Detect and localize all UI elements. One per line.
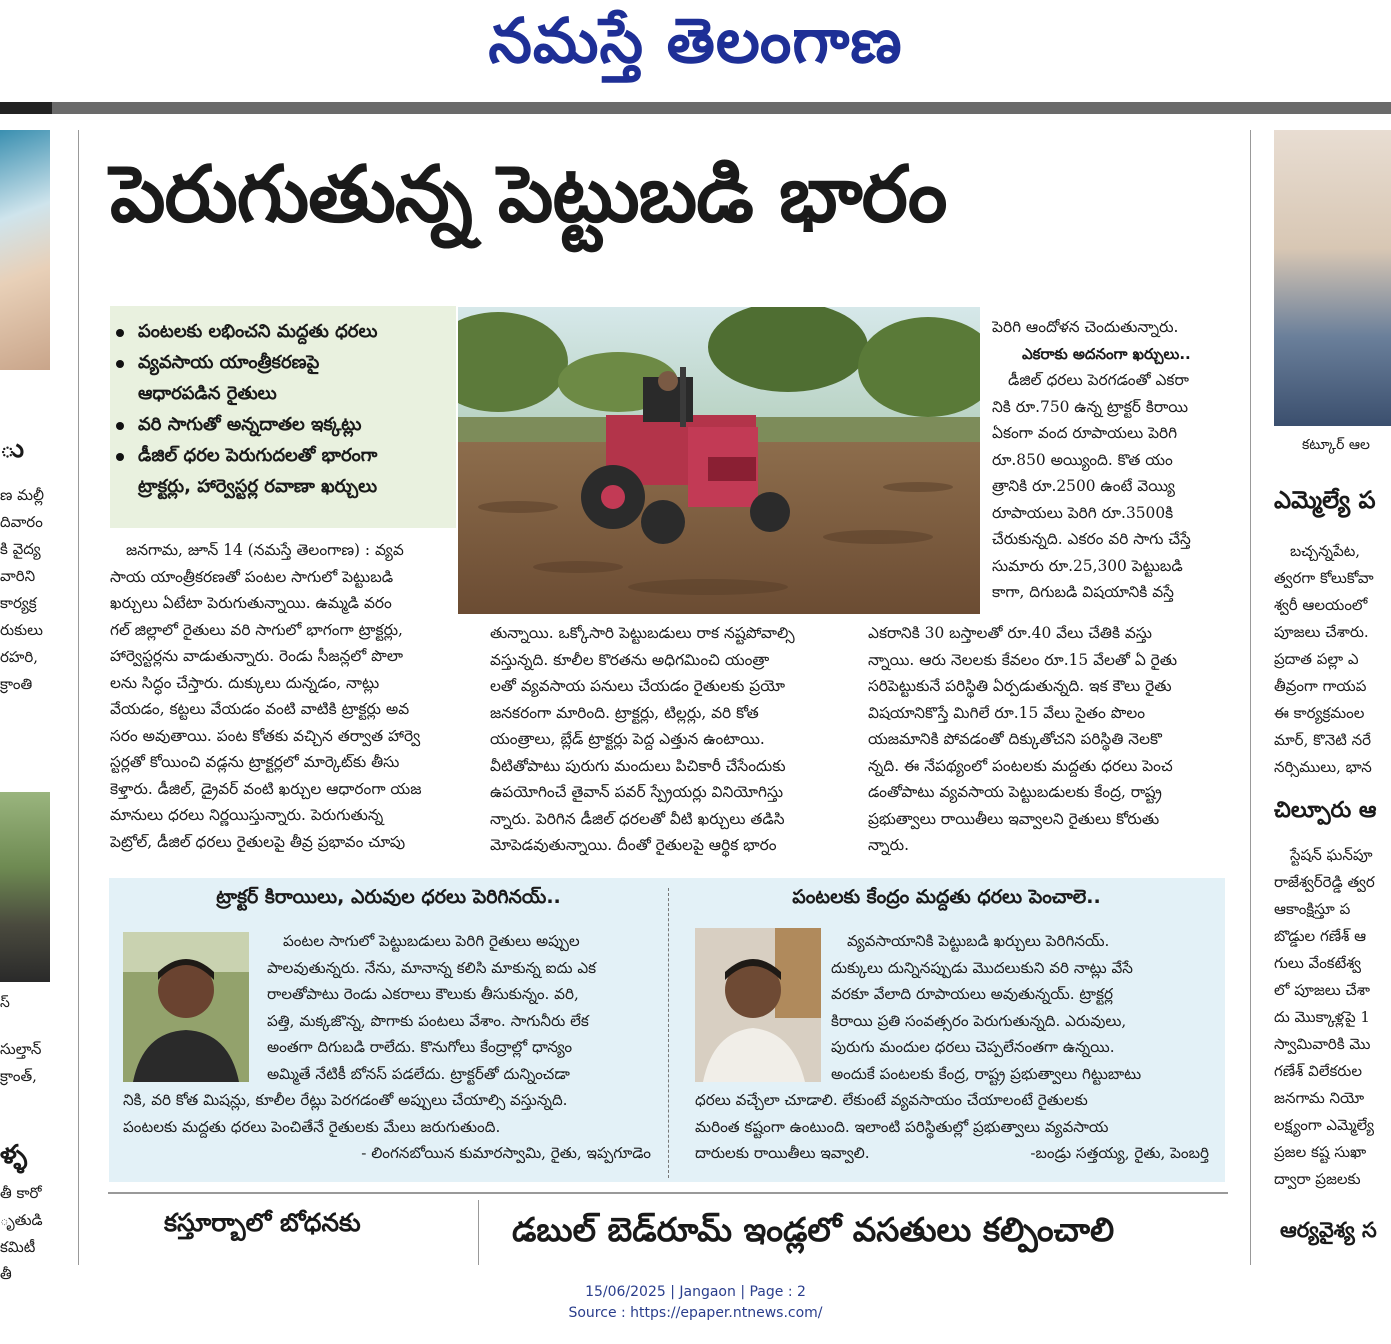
quote-left-signature: - లింగనబోయిన కుమారస్వామి, రైతు, ఇప్పగూడెం: [361, 1144, 651, 1162]
bottom-column-rule: [478, 1200, 479, 1265]
highlights-box: [110, 306, 456, 528]
masthead-rule: [0, 102, 1391, 114]
farmer-quotes-box: [109, 878, 1225, 1182]
left-strip-caption: స్: [0, 995, 10, 1011]
quote-right-title: పంటలకు కేంద్రం మద్దతు ధరలు పెంచాలె..: [792, 886, 1101, 908]
column-rule-left: [78, 130, 79, 1265]
left-strip-head: ు: [0, 434, 25, 464]
right-strip-caption: కట్కూర్ ఆల: [1302, 437, 1370, 453]
page-footer: [0, 1282, 1391, 1324]
article-headline: పెరుగుతున్న పెట్టుబడి భారం: [110, 150, 947, 240]
highlight-item: వ్యవసాయ యాంత్రీకరణపై: [138, 347, 448, 378]
right-strip-text-2: స్టేషన్ ఘన్‌పూ రాజేశ్వర్‌రెడ్డి త్వర ఆకాంక్షిస్తూ ప బొడ్డుల గణేశ్ ఆ గులు వేంకటేశ్వ లో పూజలు చేశా దు మొక్కాళ్లపై 1 స్వామివారికి మొ గణేశ్ విలేకరుల జనగామ నియో లక్ష్యంగా ఎమ్మెల్యే ప్రజల కష్ట సుఖా ద్వారా ప్రజలకు: [1274, 846, 1375, 1188]
left-strip-text-2: సుల్తాన్ క్రాంత్,: [0, 1040, 42, 1085]
highlight-item: ఆధారపడిన రైతులు: [138, 383, 277, 404]
highlight-item: ట్రాక్టర్లు, హార్వెస్టర్ల రవాణా ఖర్చులు: [138, 476, 378, 497]
right-strip-head-1: ఎమ్మెల్యే ప: [1274, 486, 1376, 514]
quote-right-text: వ్యవసాయానికి పెట్టుబడి ఖర్చులు పెరిగినయ్. దుక్కులు దున్నినప్పుడు మొదలుకుని వరి నాట్లు వేసే వరకూ వేలాది రూపాయలు అవుతున్నయ్. ట్రాక్టర్ల కిరాయి ప్రతి సంవత్సరం పెరుగుతున్నది. ఎరువులు, పురుగు మందుల ధరలు చెప్పలేనంతగా ఉన్నయి. అందుకే పంటలకు కేంద్ర, రాష్ట్ర ప్రభుత్వాలు గిట్టుబాటు: [831, 932, 1142, 1083]
quotes-divider: [668, 888, 669, 1178]
left-strip-head-2: ళ్ళ: [0, 1140, 28, 1170]
bottom-main-headline: డబుల్ బెడ్‌రూమ్ ఇండ్లలో వసతులు కల్పించాలి: [512, 1210, 1115, 1249]
article-column-3-bottom: ఎకరానికి 30 బస్తాలతో రూ.40 వేలు చేతికి వస్తు న్నాయి. ఆరు నెలలకు కేవలం రూ.15 వేలతో ఏ రైతు సరిపెట్టుకునే పరిస్థితి ఏర్పడుతున్నది. ఇక కౌలు రైతు విషయానికొస్తే మిగిలే రూ.15 వేలు సైతం పొలం యజమానికి పోవడంతో దిక్కుతోచని పరిస్థితి నెలకొ న్నది. ఈ నేపథ్యంలో పంటలకు మద్దతు ధరలు పెంచ డంతోపాటు వ్యవసాయ పెట్టుబడులకు కేంద్ర, రాష్ట్ర ప్రభుత్వాలు రాయితీలు ఇవ్వాలని రైతులు కోరుతు న్నారు.: [868, 624, 1178, 854]
left-strip-photo: [0, 130, 50, 370]
right-strip-head-2: చిల్పూరు ఆ: [1274, 798, 1377, 823]
quote-left-title: ట్రాక్టర్ కిరాయిలు, ఎరువుల ధరలు పెరిగినయ్..: [216, 886, 561, 908]
farmer-photo-right: [695, 928, 821, 1082]
article-column-2: తున్నాయి. ఒక్కోసారి పెట్టుబడులు రాక నష్టపోవాల్సి వస్తున్నది. కూలీల కొరతను అధిగమించి యంత్రా లతో వ్యవసాయ పనులు చేయడం రైతులకు ప్రయో జనకరంగా మారింది. ట్రాక్టర్లు, టిల్లర్లు, వరి కోత యంత్రాలు, బ్లేడ్ ట్రాక్టర్లు పెద్ద ఎత్తున ఉంటాయి. వీటితోపాటు పురుగు మందులు పిచికారీ చేసేందుకు ఉపయోగించే తైవాన్ పవర్ స్ప్రేయర్లు వినియోగిస్తు న్నారు. పెరిగిన డీజిల్ ధరలతో వీటి ఖర్చులు తడిసి మోపెడవుతున్నాయి. దీంతో రైతులపై ఆర్థిక భారం: [490, 624, 795, 854]
tractor-illustration: [458, 307, 980, 614]
article-column-3-top: పెరిగి ఆందోళన చెందుతున్నారు. ఎకరాకు అదనంగా ఖర్చులు.. డీజిల్ ధరలు పెరగడంతో ఎకరా నికి రూ.750 ఉన్న ట్రాక్టర్ కిరాయి ఏకంగా వంద రూపాయలు పెరిగి రూ.850 అయ్యింది. కొత యం త్రానికి రూ.2500 ఉంటే వెయ్యి రూపాయలు పెరిగి రూ.3500కి చేరుకున్నది. ఎకరం వరి సాగు చేస్తే సుమారు రూ.25,300 పెట్టుబడి కాగా, దిగుబడి విషయానికి వస్తే: [992, 314, 1224, 606]
right-strip-head-3: ఆర్యవైశ్య స: [1280, 1218, 1377, 1242]
footer-source: Source : https://epaper.ntnews.com/: [568, 1305, 823, 1321]
column-rule-right: [1250, 130, 1251, 1265]
masthead: [0, 0, 1391, 100]
quote-left-text-wide: నికి, వరి కోత మిషన్లు, కూలీల రేట్లు పెరగడంతో అప్పులు చేయాల్సి వస్తున్నది. పంటలకు మద్దతు ధరలు పెంచితేనే రైతులకు మేలు జరుగుతుంది. - లింగనబోయిన కుమారస్వామి, రైతు, ఇప్పగూడెం: [123, 1087, 651, 1167]
highlight-item: వరి సాగుతో అన్నదాతల ఇక్కట్లు: [138, 409, 448, 440]
left-strip-photo-2: [0, 792, 50, 982]
quote-right-signature: -బండ్రు సత్తయ్య, రైతు, పెంబర్తి: [1030, 1144, 1209, 1162]
left-strip-text-3: తీ కారో ృతుడి కమిటీ తీ: [0, 1184, 43, 1283]
quote-left-text: పంటల సాగులో పెట్టుబడులు పెరిగి రైతులు అప్పుల పాలవుతున్నరు. నేను, మానాన్న కలిసి మాకున్న ఐదు ఎక రాలతోపాటు రెండు ఎకరాలు కౌలుకు తీసుకున్నం. వరి, పత్తి, మక్కజొన్న, పొగాకు పంటలు వేశాం. సాగునీరు లేక అంతగా దిగుబడి రాలేదు. కొనుగోలు కేంద్రాల్లో ధాన్యం అమ్మితే నేటికీ బోనస్ పడలేదు. ట్రాక్టర్‌తో దున్నించడా: [267, 932, 597, 1083]
farmer-photo-left: [123, 932, 249, 1082]
highlight-item: డీజిల్ ధరల పెరుగుదలతో భారంగా: [138, 440, 448, 471]
newspaper-name: నమస్తే తెలంగాణ: [488, 4, 903, 77]
highlight-item: పంటలకు లభించని మద్దతు ధరలు: [138, 316, 448, 347]
right-strip-text-1: బచ్చన్నపేట, త్వరగా కోలుకోవా శ్వరీ ఆలయంలో పూజలు చేశారు. ప్రదాత పల్లా ఎ తీవ్రంగా గాయప ఈ కార్యక్రమంల మార్, కొనెటి నరే నర్సిములు, భాన: [1274, 542, 1374, 776]
left-strip-text: ణ మల్లీ దివారం కి వైద్య వారిని కార్యక్ర రుకులు రహరి, క్రాంతి: [0, 486, 45, 693]
section-rule: [108, 1192, 1228, 1194]
bottom-left-headline: కస్తూర్బాలో బోధనకు: [164, 1208, 361, 1237]
tractor-photo: [458, 307, 980, 614]
quote-right-text-wide: ధరలు వచ్చేలా చూడాలి. లేకుంటే వ్యవసాయం చేయాలంటే రైతులకు మరింత కష్టంగా ఉంటుంది. ఇలాంటి పరిస్థితుల్లో ప్రభుత్వాలు వ్యవసాయ దారులకు రాయితీలు ఇవ్వాలి. -బండ్రు సత్తయ్య, రైతు, పెంబర్తి: [695, 1087, 1209, 1167]
subheading: ఎకరాకు అదనంగా ఖర్చులు..: [1022, 344, 1191, 363]
footer-date-page: 15/06/2025 | Jangaon | Page : 2: [585, 1284, 806, 1300]
article-column-1: జనగామ, జూన్ 14 (నమస్తే తెలంగాణ) : వ్యవ సాయ యాంత్రీకరణతో పంటల సాగులో పెట్టుబడి ఖర్చులు ఏటేటా పెరుగుతున్నాయి. ఉమ్మడి వరం గల్ జిల్లాలో రైతులు వరి సాగులో భాగంగా ట్రాక్టర్లు, హార్వెస్టర్లను వాడుతున్నారు. రెండు సీజన్లలో పొలా లను సిద్ధం చేస్తారు. దుక్కులు దున్నడం, నాట్లు వేయడం, కట్టలు వేయడం వంటి వాటికి ట్రాక్టర్లు అవ సరం అవుతాయి. పంట కోతకు వచ్చిన తర్వాత హార్వె స్టర్లతో కోయించి వడ్లను ట్రాక్టర్లలో మార్కెట్‌కు తీసు కెళ్తారు. డీజిల్, డ్రైవర్ వంటి ఖర్చుల ఆధారంగా యజ మానులు ధరలు నిర్ణయిస్తున్నారు. పెరుగుతున్న పెట్రోల్, డీజిల్ ధరలు రైతులపై తీవ్ర ప్రభావం చూపు: [110, 541, 422, 851]
right-strip-photo: [1274, 130, 1391, 426]
